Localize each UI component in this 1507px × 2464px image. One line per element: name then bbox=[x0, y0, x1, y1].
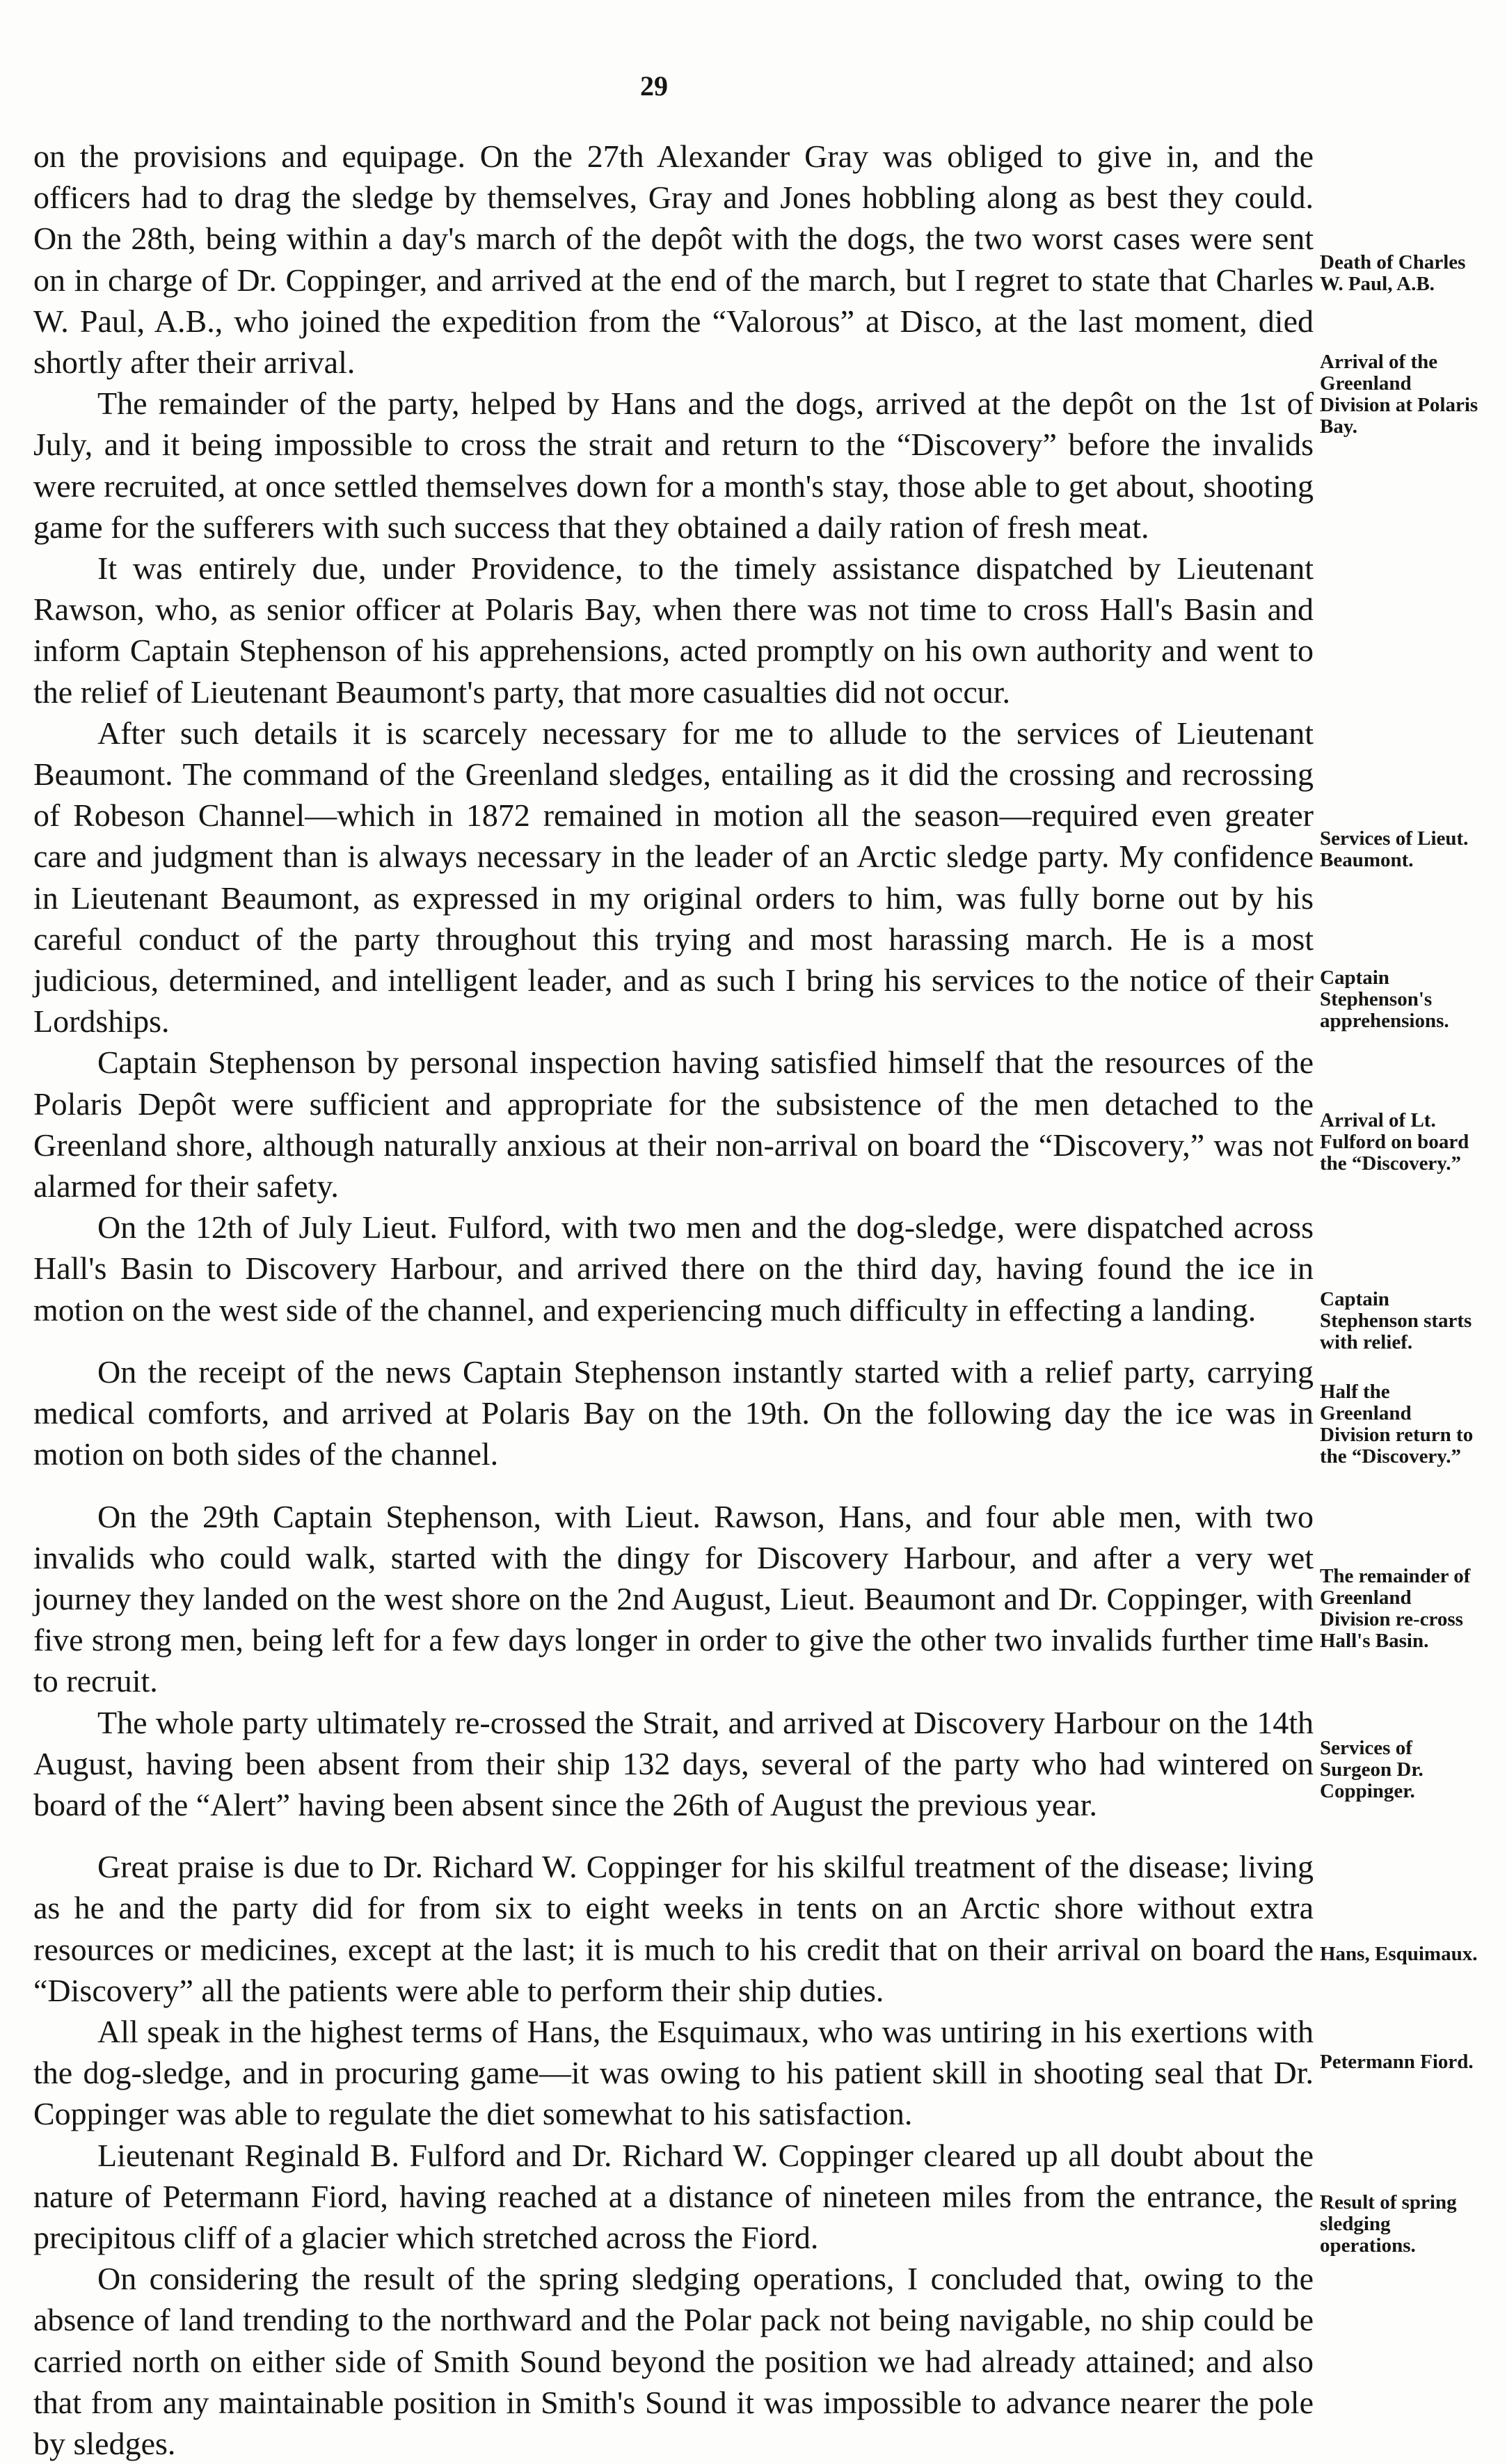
paragraph-hans: All speak in the highest terms of Hans, the Esquimaux, who was untiring in his exertions with the dog-sledge, and in procuring game—it was owing to his patient skill in shooting seal that Dr. Coppinger was able to regulate the diet somewhat to his satisfaction. bbox=[33, 2013, 1314, 2132]
side-note-petermann-fiord: Petermann Fiord. bbox=[1320, 2051, 1474, 2073]
paragraph-rawson-assistance: It was entirely due, under Providence, to the timely assistance dispatched by Lieutenant Rawson, who, as senior officer at Polaris Bay, when there was not time to cross Hall's Basin and inform Captain Stephenson of his apprehensions, acted promptly on his own authority and went to the relief of Lieutenant Beaumont's party, that more casualties did not occur. bbox=[33, 550, 1314, 710]
side-note-stephenson-relief: Captain Stephenson starts with relief. bbox=[1320, 1288, 1472, 1353]
side-note-stephenson-apprehensions: Captain Stephenson's apprehensions. bbox=[1320, 967, 1449, 1032]
paragraph-relief-party: On the receipt of the news Captain Stephenson instantly started with a relief party, carrying medical comforts, and arrived at Polaris Bay on the 19th. On the following day the ice was in motion on both sides of the channel. bbox=[33, 1353, 1314, 1472]
side-note-arrival-fulford: Arrival of Lt. Fulford on board the “Discovery.” bbox=[1320, 1109, 1469, 1175]
main-text bbox=[33, 136, 1314, 2464]
paragraph-coppinger-praise: Great praise is due to Dr. Richard W. Coppinger for his skilful treatment of the disease; living as he and the party did for from six to eight weeks in tents on an Arctic shore without extra resources or medicines, except at the last; it is much to his credit that on their arrival on board the “Discovery” all the patients were able to perform their ship duties. bbox=[33, 1849, 1314, 2008]
side-note-death-of-paul: Death of Charles W. Paul, A.B. bbox=[1320, 251, 1466, 295]
side-note-half-division-return: Half the Greenland Division return to the “Discovery.” bbox=[1320, 1381, 1474, 1468]
paragraph-provisions: on the provisions and equipage. On the 27th Alexander Gray was obliged to give in, and the officers had to drag the sledge by themselves, Gray and Jones hobbling along as best they could. On the 28th, being within a day's march of the depôt with the dogs, the two worst cases were sent on in charge of Dr. Coppinger, and arrived at the end of the march, but I regret to state that Charles W. Paul, A.B., who joined the expedition from the “Valorous” at Disco, at the last moment, died shortly after their arrival. bbox=[33, 138, 1314, 381]
side-note-hans-esquimaux: Hans, Esquimaux. bbox=[1320, 1943, 1478, 1965]
side-note-arrival-greenland-division: Arrival of the Greenland Division at Polaris Bay. bbox=[1320, 351, 1478, 438]
page-number: 29 bbox=[640, 70, 668, 102]
paragraph-fulford-dispatched: On the 12th of July Lieut. Fulford, with two men and the dog-sledge, were dispatched across Hall's Basin to Discovery Harbour, and arrived there on the third day, having found the ice in motion on the west side of the channel, and experiencing much difficulty in effecting a landing. bbox=[33, 1209, 1314, 1328]
paragraph-stephenson-inspection: Captain Stephenson by personal inspection having satisfied himself that the resources of the Polaris Depôt were sufficient and appropriate for the subsistence of the men detached to the Greenland shore, although naturally anxious at their non-arrival on board the “Discovery,” was not alarmed for their safety. bbox=[33, 1044, 1314, 1205]
paragraph-party-recrossed: The whole party ultimately re-crossed the Strait, and arrived at Discovery Harbour on the 14th August, having been absent from their ship 132 days, several of the party who had wintered on board of the “Alert” having been absent since the 26th of August the previous year. bbox=[33, 1704, 1314, 1822]
side-note-remainder-recross: The remainder of Greenland Division re-cross Hall's Basin. bbox=[1320, 1565, 1471, 1652]
side-note-services-coppinger: Services of Surgeon Dr. Coppinger. bbox=[1320, 1737, 1424, 1802]
paragraph-sledging-result: On considering the result of the spring sledging operations, I concluded that, owing to the absence of land trending to the northward and the Polar pack not being navigable, no ship could be carried north on either side of Smith Sound beyond the position we had already attained; and also that from any maintainable position in Smith's Sound it was impossible to advance nearer the pole by sledges. bbox=[33, 2261, 1314, 2461]
paragraph-petermann-fiord: Lieutenant Reginald B. Fulford and Dr. Richard W. Coppinger cleared up all doubt about the nature of Petermann Fiord, having reached at a distance of nineteen miles from the entrance, the precipitous cliff of a glacier which stretched across the Fiord. bbox=[33, 2137, 1314, 2255]
side-note-result-sledging: Result of spring sledging operations. bbox=[1320, 2191, 1457, 2257]
paragraph-29th-july: On the 29th Captain Stephenson, with Lieut. Rawson, Hans, and four able men, with two invalids who could walk, started with the dingy for Discovery Harbour, and after a very wet journey they landed on the west shore on the 2nd August, Lieut. Beaumont and Dr. Coppinger, with five strong men, being left for a few days longer in order to give the other two invalids further time to recruit. bbox=[33, 1498, 1314, 1699]
paragraph-beaumont-services: After such details it is scarcely necessary for me to allude to the services of Lieutenant Beaumont. The command of the Greenland sledges, entailing as it did the crossing and recrossing of Robeson Channel—which in 1872 remained in motion all the season—required even greater care and judgment than is always necessary in the leader of an Arctic sledge party. My confidence in Lieutenant Beaumont, as expressed in my original orders to him, was fully borne out by his careful conduct of the party throughout this trying and most harassing march. He is a most judicious, determined, and intelligent leader, and as such I bring his services to the notice of their Lordships. bbox=[33, 715, 1314, 1040]
side-note-services-beaumont: Services of Lieut. Beaumont. bbox=[1320, 827, 1469, 871]
paragraph-remainder-of-party: The remainder of the party, helped by Hans and the dogs, arrived at the depôt on the 1st of July, and it being impossible to cross the strait and return to the “Discovery” before the invalids were recruited, at once settled themselves down for a month's stay, those able to get about, shooting game for the sufferers with such success that they obtained a daily ration of fresh meat. bbox=[33, 386, 1314, 545]
